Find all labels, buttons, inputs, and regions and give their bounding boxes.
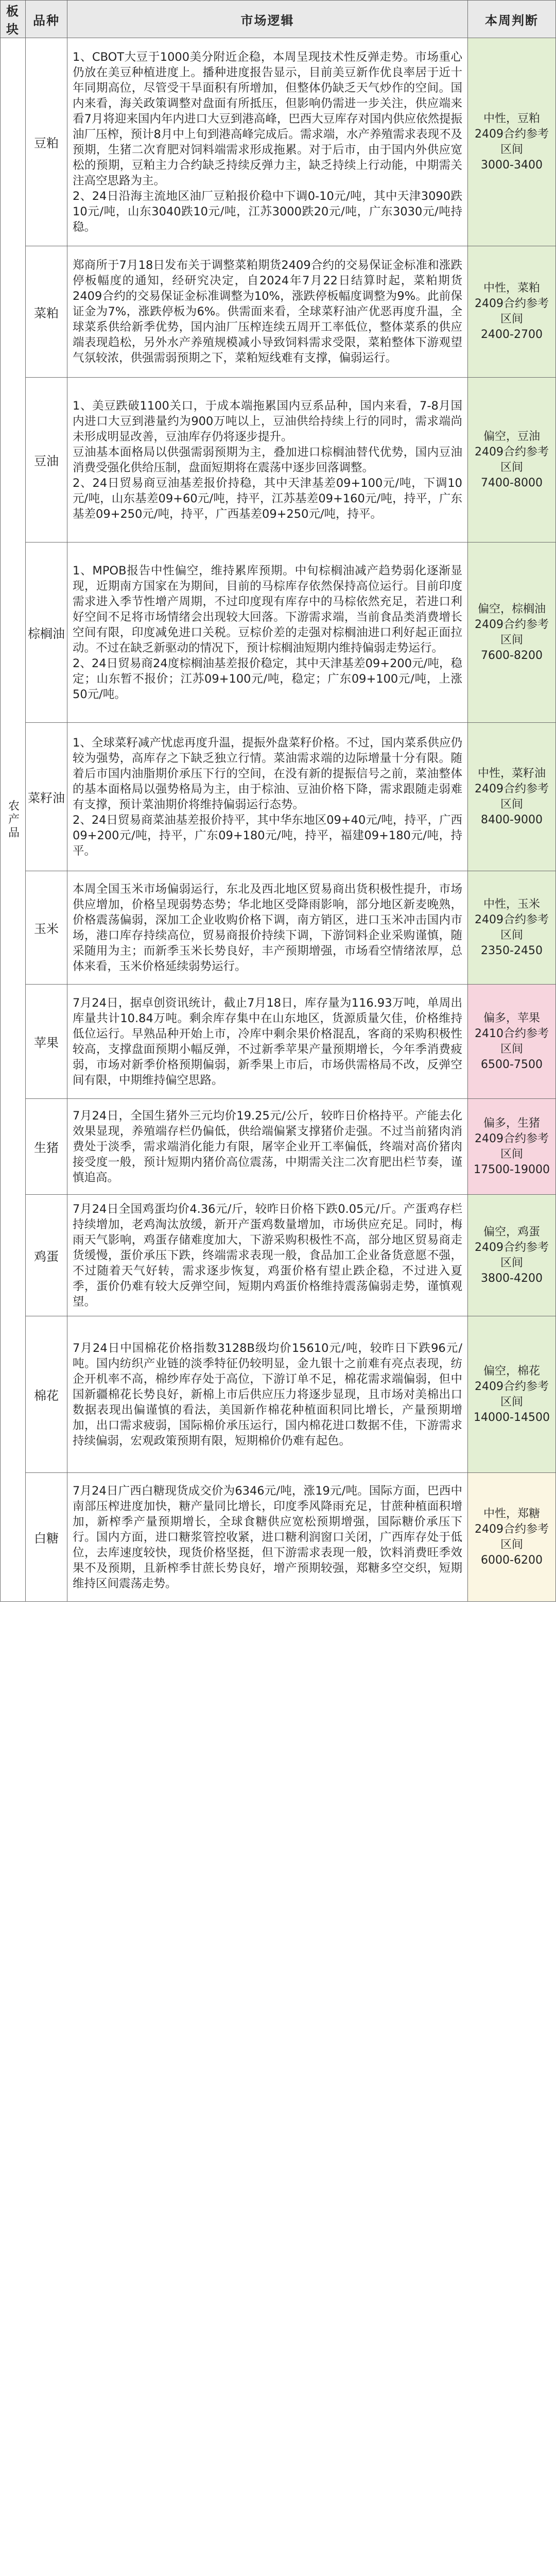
variety-cell: 豆油	[26, 378, 67, 543]
table-row	[1, 38, 556, 246]
market-logic-cell: 7月24日广西白糖现货成交价为6346元/吨，涨19元/吨。国际方面，巴西中南部压榨进度加快，糖产量同比增长，印度季风降雨充足，甘蔗种植面积增加，新榨季产量预期增长，全球食糖供应宽松预期增强，国际糖价承压下行。国内方面，进口糖浆管控收紧，进口糖利润窗口关闭，广西库存处于低位，去库速度较快，现货价格坚挺，但下游需求表现一般，饮料消费旺季效果不及预期，且新榨季甘蔗长势良好，增产预期较强，郑糖多空交织，短期维持区间震荡走势。	[67, 1473, 468, 1602]
table-header-row	[1, 1, 556, 38]
weekly-verdict-cell: 偏多，苹果2410合约参考区间 6500-7500	[468, 985, 556, 1099]
weekly-verdict-cell: 偏空，豆油2409合约参考区间 7400-8000	[468, 378, 556, 543]
weekly-verdict-cell: 偏空，鸡蛋2409合约参考区间 3800-4200	[468, 1195, 556, 1316]
variety-cell: 白糖	[26, 1473, 67, 1602]
variety-cell: 棉花	[26, 1316, 67, 1473]
header-verdict: 本周判断	[468, 1, 556, 38]
table-row	[1, 246, 556, 378]
weekly-verdict-cell: 偏空，棉花2409合约参考区间 14000-14500	[468, 1316, 556, 1473]
variety-cell: 玉米	[26, 871, 67, 985]
variety-cell: 棕榈油	[26, 543, 67, 723]
weekly-verdict-cell: 偏空，棕榈油2409合约参考区间 7600-8200	[468, 543, 556, 723]
variety-cell: 鸡蛋	[26, 1195, 67, 1316]
market-logic-cell: 1、CBOT大豆于1000美分附近企稳，本周呈现技术性反弹走势。市场重心仍放在美豆种植进度上。播种进度报告显示，目前美豆新作优良率居于近十年同期高位，尽管受干旱面积有所增加，但整体仍缺乏天气炒作的空间。国内来看，海关政策调整对盘面有所抵压，但影响仍需进一步关注，供应端来看7月将迎来国内年内进口大豆到港高峰，巴西大豆库存对国内供应依然提振油厂压榨，预计8月中上旬到港高峰完成后。需求端，水产养殖需求表现不及预期，生猪二次育肥对饲料端需求形成拖累。对于后市，由于国内外供应宽松的预期，豆粕主力合约缺乏持续反弹力主，缺乏持续上行动能，中期需关注高空思路为主。 2、24日沿海主流地区油厂豆粕报价稳中下调0-10元/吨，其中天津3090跌10元/吨，山东3040跌10元/吨，江苏3000跌20元/吨，广东3030元/吨持稳。	[67, 38, 468, 246]
market-logic-cell: 7月24日，全国生猪外三元均价19.25元/公斤，较昨日价格持平。产能去化效果显现，养殖端存栏仍偏低，供给端偏紧支撑猪价走强。不过当前猪肉消费处于淡季，需求端消化能力有限，屠宰企业开工率偏低，终端对高价猪肉接受度一般，预计短期内猪价高位震荡，中期需关注二次育肥出栏节奏，谨慎追高。	[67, 1099, 468, 1195]
table-row	[1, 543, 556, 723]
table-row	[1, 378, 556, 543]
market-logic-cell: 7月24日，据卓创资讯统计，截止7月18日，库存量为116.93万吨，单周出库量共计10.84万吨。剩余库存集中在山东地区，货源质量欠佳，价格维持低位运行。早熟品种开始上市，冷库中剩余果价格混乱，客商的采购积极性较高，支撑盘面预期小幅反弹，不过新季苹果产量预期增长，今年季消费疲弱，市场对新季价格预期偏弱，新季果上市后，市场供需格局不改，反弹空间有限，中期维持偏空思路。	[67, 985, 468, 1099]
header-logic: 市场逻辑	[67, 1, 468, 38]
table-row	[1, 723, 556, 871]
market-logic-cell: 7月24日中国棉花价格指数3128B级均价15610元/吨，较昨日下跌96元/吨。国内纺织产业链的淡季特征仍较明显，金九银十之前难有亮点表现，纺企开机率不高，棉纱库存处于高位，下游订单不足，棉花需求端偏弱，但中国新疆棉花长势良好，新棉上市后供应压力将逐步显现，且市场对美棉出口数据表现出偏谨慎的看法，美国新作棉花种植面积同比增长，产量预期增加，出口需求疲弱，国际棉价承压运行，国内棉花进口数据不佳，下游需求持续偏弱，宏观政策预期有限，短期棉价仍难有起色。	[67, 1316, 468, 1473]
table-row	[1, 1316, 556, 1473]
weekly-verdict-cell: 中性，菜籽油2409合约参考区间 8400-9000	[468, 723, 556, 871]
weekly-verdict-cell: 中性，菜粕2409合约参考区间 2400-2700	[468, 246, 556, 378]
variety-cell: 菜籽油	[26, 723, 67, 871]
header-variety: 品种	[26, 1, 67, 38]
variety-cell: 豆粕	[26, 38, 67, 246]
market-logic-cell: 7月24日全国鸡蛋均价4.36元/斤，较昨日价格下跌0.05元/斤。产蛋鸡存栏持续增加，老鸡淘汰放缓，新开产蛋鸡数量增加，市场供应充足。同时，梅雨天气影响，鸡蛋存储难度加大，下游采购积极性不高，部分地区贸易商走货缓慢，蛋价承压下跌，终端需求表现一般，食品加工企业备货意愿不强，不过随着天气好转，需求逐步恢复，鸡蛋价格有望止跌企稳，不过进入夏季，蛋价仍难有较大反弹空间，短期内鸡蛋价格维持震荡偏弱走势，谨慎观望。	[67, 1195, 468, 1316]
market-logic-cell: 1、MPOB报告中性偏空，维持累库预期。中旬棕榈油减产趋势弱化逐渐显现，近期南方国家在为期间，目前的马棕库存依然保持高位运行。目前印度需求进入季节性增产周期，不过印度现有库存中的马棕依然充足，若进口利好空间不足将市场情绪会出现较大回落。下游需求端，当前食品类消费增长空间有限，印度减免进口关税。豆棕价差的走强对棕榈油进口利好起正面拉动。不过在缺乏新驱动的情况下，预计棕榈油短期内维持偏弱走势运行。 2、24日贸易商24度棕榈油基差报价稳定，其中天津基差09+200元/吨，稳定；山东暂不报价；江苏09+100元/吨，稳定；广东09+100元/吨，上涨50元/吨。	[67, 543, 468, 723]
variety-cell: 苹果	[26, 985, 67, 1099]
weekly-verdict-cell: 中性，郑糖2409合约参考区间 6000-6200	[468, 1473, 556, 1602]
table-body	[1, 38, 556, 1602]
variety-cell: 菜粕	[26, 246, 67, 378]
board-cell: 农产品	[1, 38, 26, 1602]
weekly-verdict-cell: 中性，豆粕2409合约参考区间 3000-3400	[468, 38, 556, 246]
market-logic-cell: 本周全国玉米市场偏弱运行，东北及西北地区贸易商出货积极性提升，市场供应增加，价格呈现弱势态势；华北地区受降雨影响，部分地区新麦晚熟，价格震荡偏弱，深加工企业收购价格下调，南方销区，进口玉米冲击国内市场，港口库存持续高位，贸易商报价持续下调，下游饲料企业采购谨慎，随采随用为主；而新季玉米长势良好，丰产预期增强，市场看空情绪浓厚，总体来看，玉米价格延续弱势运行。	[67, 871, 468, 985]
market-logic-cell: 郑商所于7月18日发布关于调整菜粕期货2409合约的交易保证金标准和涨跌停板幅度的通知，经研究决定，自2024年7月22日结算时起，菜粕期货2409合约的交易保证金标准调整为10%，涨跌停板幅度调整为9%。此前保证金为7%，涨跌停板为6%。供需面来看，全球菜籽油产优恶再度升温，全球菜系供给新季优势，国内油厂压榨连续五周开工率低位，整体菜系的供应端表现趋松，另外水产养殖规模减小导致饲料需求受限，菜粕整体下游观望气氛较浓，供强需弱预期之下，菜粕短线难有支撑，偏弱运行。	[67, 246, 468, 378]
header-board: 板块	[1, 1, 26, 38]
table-row	[1, 1195, 556, 1316]
table-row	[1, 985, 556, 1099]
weekly-verdict-cell: 偏多，生猪2409合约参考区间 17500-19000	[468, 1099, 556, 1195]
table-row	[1, 1099, 556, 1195]
table-row	[1, 871, 556, 985]
market-logic-cell: 1、全球菜籽减产忧虑再度升温，提振外盘菜籽价格。不过，国内菜系供应仍较为强势，高库存之下缺乏独立行情。菜油需求端的边际增量十分有限。随着后市国内油脂期价承压下行的空间，在没有新的提振信号之前，菜油整体的基本面格局以强势格局为主，由于棕油、豆油价格下降，需求跟随走弱难有支撑，预计菜油期价将维持偏弱运行态势。 2、24日贸易商菜油基差报价持平，其中华东地区09+40元/吨，持平，广西09+200元/吨，持平，广东09+180元/吨，持平，福建09+180元/吨，持平。	[67, 723, 468, 871]
weekly-verdict-cell: 中性，玉米2409合约参考区间 2350-2450	[468, 871, 556, 985]
variety-cell: 生猪	[26, 1099, 67, 1195]
table-row	[1, 1473, 556, 1602]
market-logic-cell: 1、美豆跌破1100关口，于成本端拖累国内豆系品种，国内来看，7-8月国内进口大豆到港量约为900万吨以上，豆油供给持续上行的同时，需求端尚未形成明显改善，豆油库存仍将逐步提升。 豆油基本面格局以供强需弱预期为主，叠加进口棕榈油替代优势，国内豆油消费受强化供给压制，盘面短期将在震荡中逐步回落调整。 2、24日贸易商豆油基差报价持稳，其中天津基差09+100元/吨，下调10元/吨，山东基差09+60元/吨，持平，江苏基差09+160元/吨，持平，广东基差09+250元/吨，持平，广西基差09+250元/吨，持平。	[67, 378, 468, 543]
